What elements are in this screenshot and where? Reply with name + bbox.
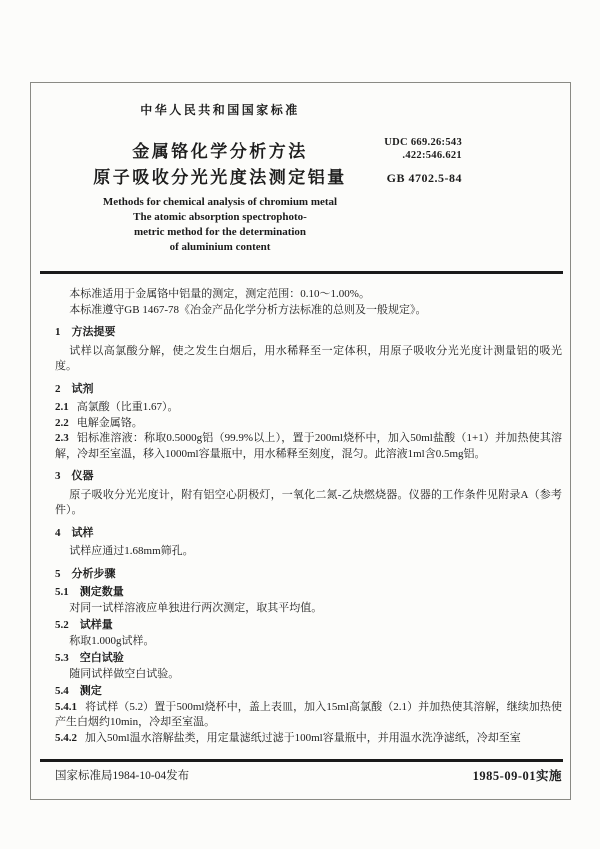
footer-implementation-date: 1985-09-01实施 <box>472 769 562 783</box>
english-title-line-3: metric method for the determination <box>133 226 307 238</box>
clause-5-2-paragraph: 称取1.000g试样。 <box>69 634 155 647</box>
document-body <box>55 287 562 746</box>
clause-2-3-text: 铝标准溶液：称取0.5000g铝（99.9%以上），置于200ml烧杯中，加入50ml盐酸（1+1）并加热使其溶解，冷却至室温，移入1000ml容量瓶中，用水稀释至刻度，混匀。此溶液1ml含0.5mg铝。 <box>55 432 562 460</box>
section-1-paragraph: 试样以高氯酸分解，使之发生白烟后，用水稀释至一定体积，用原子吸收分光光度计测量铝的吸光度。 <box>55 344 562 372</box>
udc-code <box>350 137 462 162</box>
bottom-divider <box>40 759 563 762</box>
section-3-paragraph: 原子吸收分光光度计，附有铝空心阴极灯，一氧化二氮-乙炔燃烧器。仪器的工作条件见附录A（参考件）。 <box>55 488 562 516</box>
top-divider <box>40 271 563 274</box>
clause-5-3-heading: 5.3 空白试验 <box>55 652 124 664</box>
section-4-heading: 4 试样 <box>55 526 94 539</box>
clause-5-4-heading: 5.4 测定 <box>55 685 102 697</box>
chinese-title-line-2: 原子吸收分光光度法测定铝量 <box>93 168 347 187</box>
clause-5-4-2 <box>55 731 562 747</box>
chinese-title <box>45 139 395 191</box>
section-1-heading: 1 方法提要 <box>55 326 116 338</box>
section-3-heading: 3 仪器 <box>55 470 94 482</box>
clause-5-2-heading: 5.2 试样量 <box>55 619 113 631</box>
intro-paragraph-2: 本标准遵守GB 1467-78《冶金产品化学分析方法标准的总则及一般规定》。 <box>69 303 427 316</box>
section-4-paragraph: 试样应通过1.68mm筛孔。 <box>69 545 194 557</box>
footer-issue-date: 国家标准局1984-10-04发布 <box>55 770 190 782</box>
intro-paragraph-1: 本标准适用于金属铬中铝量的测定，测定范围：0.10～1.00%。 <box>69 288 370 300</box>
udc-code-line-2: .422:546.621 <box>402 149 462 161</box>
clause-2-2-text: 电解金属铬。 <box>76 416 143 429</box>
section-2-heading: 2 试剂 <box>55 382 94 395</box>
clause-2-1 <box>55 400 562 416</box>
standard-number: GB 4702.5-84 <box>386 171 462 185</box>
clause-5-1-paragraph: 对同一试样溶液应单独进行两次测定，取其平均值。 <box>69 601 323 614</box>
clause-2-3-number: 2.3 <box>55 432 69 444</box>
udc-code-line-1: UDC 669.26:543 <box>384 137 462 148</box>
chinese-title-line-1: 金属铬化学分析方法 <box>132 142 308 161</box>
english-title-line-4: of aluminium content <box>169 241 271 253</box>
english-title-line-2: The atomic absorption spectrophoto- <box>133 211 307 223</box>
clause-2-2-number: 2.2 <box>55 416 69 429</box>
clause-5-4-1 <box>55 700 562 731</box>
clause-2-3 <box>55 431 562 462</box>
clause-5-4-2-number: 5.4.2 <box>55 731 77 744</box>
clause-2-1-number: 2.1 <box>55 401 69 413</box>
clause-2-1-text: 高氯酸（比重1.67）。 <box>76 401 179 413</box>
clause-5-4-2-text: 加入50ml温水溶解盐类，用定量滤纸过滤于100ml容量瓶中，并用温水洗净滤纸，冷却至室 <box>85 731 521 744</box>
section-5-heading: 5 分析步骤 <box>55 567 116 580</box>
clause-5-1-heading: 5.1 测定数量 <box>55 586 124 598</box>
english-title <box>45 195 395 255</box>
clause-5-4-1-number: 5.4.1 <box>55 700 77 713</box>
clause-5-3-paragraph: 随同试样做空白试验。 <box>69 667 180 680</box>
clause-5-4-1-text: 将试样（5.2）置于500ml烧杯中，盖上表皿，加入15ml高氯酸（2.1）并加热使其溶解，继续加热使产生白烟约10min，冷却至室温。 <box>55 700 562 728</box>
clause-2-2 <box>55 416 562 432</box>
english-title-line-1: Methods for chemical analysis of chromium metal <box>102 196 338 208</box>
national-standard-header: 中华人民共和国国家标准 <box>140 103 300 117</box>
